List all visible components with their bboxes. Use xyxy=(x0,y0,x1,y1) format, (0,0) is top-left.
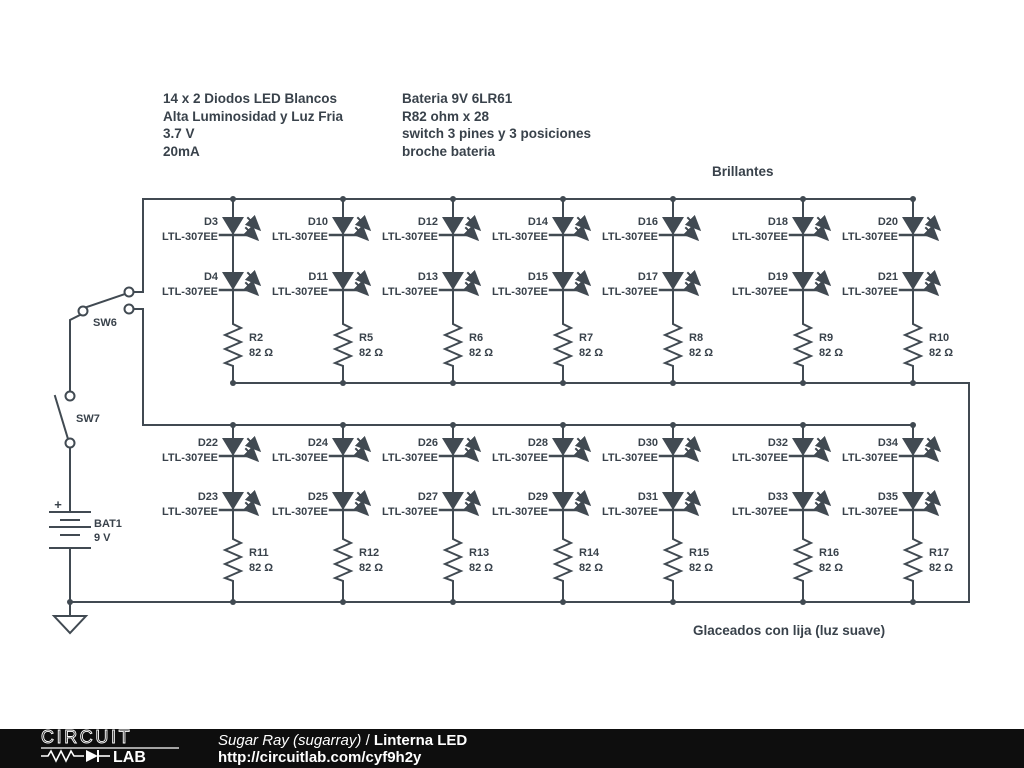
junction-dot xyxy=(450,380,456,386)
led-ref-label: D22 xyxy=(197,437,218,449)
logo-diode-icon xyxy=(86,750,98,762)
led-emission-arrow xyxy=(928,439,939,450)
sw7-top-terminal xyxy=(66,392,75,401)
led-emission-arrow xyxy=(928,273,939,284)
author-name: Sugar Ray (sugarray) xyxy=(218,731,362,749)
resistor-icon xyxy=(445,535,461,585)
led-emission-arrow xyxy=(688,493,699,504)
resistor-ref-label: R9 xyxy=(819,332,834,344)
junction-dot xyxy=(560,196,566,202)
project-name: Linterna LED xyxy=(373,731,468,749)
logo-word-circuit: CIRCUIT xyxy=(41,727,133,747)
led-ref-label: D35 xyxy=(877,491,898,503)
led-part-label: LTL-307EE xyxy=(381,452,438,464)
junction-dot xyxy=(910,380,916,386)
led-emission-arrow xyxy=(816,503,827,514)
led-emission-arrow xyxy=(578,493,589,504)
circuitlab-logo-graphic xyxy=(40,728,182,765)
led-ref-label: D15 xyxy=(527,271,548,283)
led-emission-arrow xyxy=(688,273,699,284)
led-emission-arrow xyxy=(576,503,587,514)
resistor-icon xyxy=(555,320,571,370)
led-emission-arrow xyxy=(358,439,369,450)
logo-resistor-icon xyxy=(41,751,84,761)
led-ref-label: D25 xyxy=(307,491,328,503)
led-part-label: LTL-307EE xyxy=(161,452,218,464)
led-icon xyxy=(902,492,924,510)
led-emission-arrow xyxy=(246,283,257,294)
led-emission-arrow xyxy=(926,228,937,239)
junction-dot xyxy=(670,196,676,202)
sw7-ref-label: SW7 xyxy=(76,413,100,425)
led-ref-label: D21 xyxy=(877,271,898,283)
led-part-label: LTL-307EE xyxy=(161,286,218,298)
led-part-label: LTL-307EE xyxy=(491,286,548,298)
led-emission-arrow xyxy=(248,439,259,450)
footer-bar xyxy=(0,729,1024,768)
led-ref-label: D13 xyxy=(417,271,438,283)
led-emission-arrow xyxy=(358,218,369,229)
led-part-label: LTL-307EE xyxy=(381,231,438,243)
led-part-label: LTL-307EE xyxy=(841,506,898,518)
led-icon xyxy=(662,492,684,510)
led-icon xyxy=(442,438,464,456)
sw6-lever xyxy=(87,294,125,307)
junction-dot xyxy=(910,599,916,605)
led-part-label: LTL-307EE xyxy=(161,506,218,518)
note-line: Bateria 9V 6LR61 xyxy=(402,91,513,106)
led-emission-arrow xyxy=(578,439,589,450)
resistor-icon xyxy=(795,320,811,370)
led-emission-arrow xyxy=(578,218,589,229)
led-emission-arrow xyxy=(818,439,829,450)
battery-ref-label: BAT1 xyxy=(94,518,122,530)
led-emission-arrow xyxy=(356,449,367,460)
switch-sw7 xyxy=(55,392,100,513)
led-part-label: LTL-307EE xyxy=(601,286,658,298)
led-part-label: LTL-307EE xyxy=(731,231,788,243)
battery-value-label: 9 V xyxy=(94,532,111,544)
battery-bat1 xyxy=(50,497,122,602)
led-part-label: LTL-307EE xyxy=(841,286,898,298)
led-icon xyxy=(662,217,684,235)
led-icon xyxy=(792,272,814,290)
resistor-value-label: 82 Ω xyxy=(819,347,844,359)
junction-dot xyxy=(340,380,346,386)
led-icon xyxy=(792,217,814,235)
resistor-value-label: 82 Ω xyxy=(469,347,494,359)
led-emission-arrow xyxy=(358,273,369,284)
resistor-value-label: 82 Ω xyxy=(929,562,954,574)
led-emission-arrow xyxy=(816,228,827,239)
led-emission-arrow xyxy=(246,503,257,514)
led-part-label: LTL-307EE xyxy=(491,231,548,243)
battery-plus-sign: + xyxy=(54,497,62,512)
note-line: switch 3 pines y 3 posiciones xyxy=(402,126,592,142)
sw6-ref-label: SW6 xyxy=(93,317,117,329)
led-icon xyxy=(222,492,244,510)
led-icon xyxy=(222,438,244,456)
led-ref-label: D26 xyxy=(417,437,438,449)
led-emission-arrow xyxy=(818,218,829,229)
bottom-bank-label: Glaceados con lija (luz suave) xyxy=(693,623,886,638)
led-emission-arrow xyxy=(468,218,479,229)
resistor-ref-label: R14 xyxy=(579,547,600,559)
junction-dot xyxy=(670,599,676,605)
logo-word-lab: LAB xyxy=(113,748,146,765)
resistor-ref-label: R12 xyxy=(359,547,380,559)
resistor-ref-label: R16 xyxy=(819,547,840,559)
led-emission-arrow xyxy=(928,493,939,504)
led-ref-label: D17 xyxy=(637,271,658,283)
resistor-ref-label: R5 xyxy=(359,332,374,344)
resistor-ref-label: R2 xyxy=(249,332,264,344)
resistor-icon xyxy=(665,535,681,585)
led-part-label: LTL-307EE xyxy=(731,452,788,464)
resistor-value-label: 82 Ω xyxy=(359,562,384,574)
ground-symbol xyxy=(54,599,86,633)
led-emission-arrow xyxy=(926,283,937,294)
led-emission-arrow xyxy=(468,273,479,284)
led-part-label: LTL-307EE xyxy=(601,506,658,518)
led-emission-arrow xyxy=(816,283,827,294)
led-emission-arrow xyxy=(468,493,479,504)
junction-dot xyxy=(230,422,236,428)
led-icon xyxy=(902,272,924,290)
note-line: 14 x 2 Diodos LED Blancos xyxy=(163,91,338,106)
junction-dot xyxy=(560,599,566,605)
sw6-common-wire xyxy=(70,314,82,391)
led-ref-label: D14 xyxy=(527,216,548,228)
resistor-value-label: 82 Ω xyxy=(469,562,494,574)
resistor-icon xyxy=(795,535,811,585)
junction-dot xyxy=(800,196,806,202)
resistor-icon xyxy=(335,535,351,585)
junction-dot xyxy=(230,196,236,202)
led-icon xyxy=(662,438,684,456)
led-icon xyxy=(902,217,924,235)
led-icon xyxy=(552,492,574,510)
bom-note xyxy=(402,90,591,160)
led-ref-label: D16 xyxy=(637,216,658,228)
resistor-icon xyxy=(225,320,241,370)
resistor-ref-label: R11 xyxy=(249,547,269,559)
resistor-value-label: 82 Ω xyxy=(579,347,604,359)
led-icon xyxy=(792,438,814,456)
sw6-throw1-terminal xyxy=(125,288,134,297)
led-emission-arrow xyxy=(818,493,829,504)
led-icon xyxy=(442,217,464,235)
separator: / xyxy=(365,731,370,749)
led-ref-label: D20 xyxy=(877,216,898,228)
resistor-icon xyxy=(335,320,351,370)
resistor-icon xyxy=(905,320,921,370)
led-ref-label: D30 xyxy=(637,437,658,449)
junction-dot xyxy=(340,196,346,202)
led-emission-arrow xyxy=(246,228,257,239)
led-ref-label: D32 xyxy=(767,437,788,449)
switch-sw6 xyxy=(70,288,134,392)
bottom-bank-positive-bus xyxy=(134,309,913,425)
led-ref-label: D3 xyxy=(203,216,218,228)
top-bank-label: Brillantes xyxy=(712,164,774,179)
led-part-label: LTL-307EE xyxy=(271,286,328,298)
resistor-value-label: 82 Ω xyxy=(249,347,274,359)
sw7-bottom-terminal xyxy=(66,439,75,448)
led-icon xyxy=(332,492,354,510)
led-ref-label: D12 xyxy=(417,216,438,228)
led-emission-arrow xyxy=(356,503,367,514)
resistor-icon xyxy=(225,535,241,585)
led-emission-arrow xyxy=(686,283,697,294)
led-icon xyxy=(442,272,464,290)
footer-credits xyxy=(218,732,467,766)
footer-title-line xyxy=(218,732,467,749)
led-part-label: LTL-307EE xyxy=(841,231,898,243)
led-emission-arrow xyxy=(928,218,939,229)
led-ref-label: D29 xyxy=(527,491,548,503)
led-ref-label: D27 xyxy=(417,491,438,503)
led-emission-arrow xyxy=(576,283,587,294)
led-ref-label: D10 xyxy=(307,216,328,228)
led-emission-arrow xyxy=(468,439,479,450)
led-emission-arrow xyxy=(816,449,827,460)
resistor-value-label: 82 Ω xyxy=(249,562,274,574)
led-icon xyxy=(442,492,464,510)
led-part-label: LTL-307EE xyxy=(491,506,548,518)
led-ref-label: D19 xyxy=(767,271,788,283)
led-part-label: LTL-307EE xyxy=(271,506,328,518)
led-ref-label: D28 xyxy=(527,437,548,449)
resistor-ref-label: R15 xyxy=(689,547,710,559)
led-part-label: LTL-307EE xyxy=(601,452,658,464)
led-part-label: LTL-307EE xyxy=(271,231,328,243)
led-ref-label: D34 xyxy=(877,437,898,449)
led-part-label: LTL-307EE xyxy=(731,286,788,298)
resistor-icon xyxy=(665,320,681,370)
led-icon xyxy=(332,272,354,290)
led-emission-arrow xyxy=(356,283,367,294)
led-emission-arrow xyxy=(926,503,937,514)
led-emission-arrow xyxy=(686,449,697,460)
led-emission-arrow xyxy=(248,273,259,284)
led-part-label: LTL-307EE xyxy=(731,506,788,518)
led-emission-arrow xyxy=(688,439,699,450)
junction-dot xyxy=(670,422,676,428)
led-icon xyxy=(552,272,574,290)
junction-dot xyxy=(230,599,236,605)
note-line: 20mA xyxy=(163,143,200,159)
led-icon xyxy=(552,217,574,235)
note-line: 3.7 V xyxy=(163,126,195,142)
led-emission-arrow xyxy=(818,273,829,284)
resistor-icon xyxy=(905,535,921,585)
note-line: broche bateria xyxy=(402,143,496,159)
led-part-label: LTL-307EE xyxy=(381,286,438,298)
led-ref-label: D4 xyxy=(203,271,218,283)
led-emission-arrow xyxy=(686,228,697,239)
junction-dot xyxy=(560,380,566,386)
led-part-label: LTL-307EE xyxy=(601,231,658,243)
led-emission-arrow xyxy=(356,228,367,239)
note-line: Alta Luminosidad y Luz Fria xyxy=(163,108,344,124)
junction-dot xyxy=(560,422,566,428)
led-part-label: LTL-307EE xyxy=(491,452,548,464)
resistor-value-label: 82 Ω xyxy=(689,562,714,574)
led-emission-arrow xyxy=(466,228,477,239)
junction-dot xyxy=(910,196,916,202)
led-emission-arrow xyxy=(358,493,369,504)
led-ref-label: D23 xyxy=(197,491,218,503)
led-ref-label: D11 xyxy=(308,271,328,283)
resistor-icon xyxy=(555,535,571,585)
led-icon xyxy=(792,492,814,510)
led-emission-arrow xyxy=(246,449,257,460)
sw7-lever xyxy=(55,396,68,439)
led-icon xyxy=(332,217,354,235)
led-emission-arrow xyxy=(466,283,477,294)
note-line: R82 ohm x 28 xyxy=(402,108,490,124)
led-ref-label: D24 xyxy=(307,437,328,449)
led-emission-arrow xyxy=(576,449,587,460)
led-part-label: LTL-307EE xyxy=(161,231,218,243)
led-part-label: LTL-307EE xyxy=(381,506,438,518)
led-spec-note xyxy=(163,90,343,160)
led-emission-arrow xyxy=(688,218,699,229)
resistor-ref-label: R8 xyxy=(689,332,704,344)
led-emission-arrow xyxy=(578,273,589,284)
junction-dot xyxy=(450,196,456,202)
resistor-ref-label: R6 xyxy=(469,332,484,344)
led-part-label: LTL-307EE xyxy=(271,452,328,464)
led-emission-arrow xyxy=(686,503,697,514)
led-emission-arrow xyxy=(248,493,259,504)
resistor-value-label: 82 Ω xyxy=(359,347,384,359)
led-ref-label: D18 xyxy=(767,216,788,228)
junction-dot xyxy=(450,599,456,605)
led-emission-arrow xyxy=(248,218,259,229)
resistor-ref-label: R7 xyxy=(579,332,594,344)
resistor-value-label: 82 Ω xyxy=(819,562,844,574)
led-icon xyxy=(552,438,574,456)
resistor-value-label: 82 Ω xyxy=(579,562,604,574)
led-ref-label: D31 xyxy=(637,491,658,503)
led-icon xyxy=(902,438,924,456)
resistor-ref-label: R17 xyxy=(929,547,950,559)
junction-dot xyxy=(800,422,806,428)
sw6-common-terminal xyxy=(79,307,88,316)
led-emission-arrow xyxy=(466,503,477,514)
led-emission-arrow xyxy=(576,228,587,239)
led-icon xyxy=(222,272,244,290)
junction-dot xyxy=(800,380,806,386)
junction-dot xyxy=(230,380,236,386)
sw6-throw2-terminal xyxy=(125,305,134,314)
led-emission-arrow xyxy=(926,449,937,460)
led-icon xyxy=(662,272,684,290)
project-url-link[interactable]: http://circuitlab.com/cyf9h2y xyxy=(218,748,422,766)
circuitlab-logo[interactable] xyxy=(40,728,182,768)
junction-dot xyxy=(340,422,346,428)
junction-dot xyxy=(910,422,916,428)
resistor-value-label: 82 Ω xyxy=(929,347,954,359)
resistor-ref-label: R10 xyxy=(929,332,950,344)
resistor-icon xyxy=(445,320,461,370)
junction-dot xyxy=(800,599,806,605)
junction-dot xyxy=(340,599,346,605)
led-ref-label: D33 xyxy=(767,491,788,503)
led-emission-arrow xyxy=(466,449,477,460)
junction-dot xyxy=(670,380,676,386)
led-part-label: LTL-307EE xyxy=(841,452,898,464)
resistor-value-label: 82 Ω xyxy=(689,347,714,359)
led-icon xyxy=(332,438,354,456)
resistor-ref-label: R13 xyxy=(469,547,490,559)
led-icon xyxy=(222,217,244,235)
ground-triangle xyxy=(54,616,86,633)
junction-dot xyxy=(450,422,456,428)
